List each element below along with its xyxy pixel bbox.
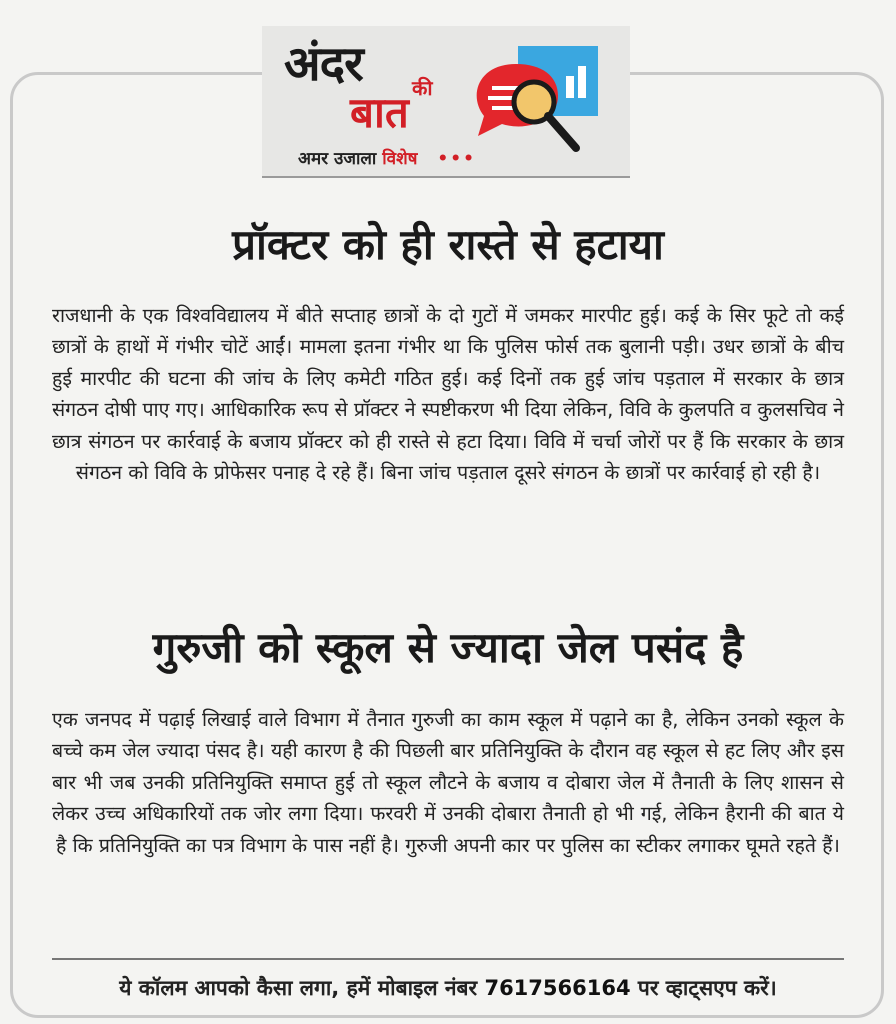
column-logo — [262, 26, 630, 178]
footer-divider — [52, 958, 844, 960]
logo-dots: ••• — [437, 149, 476, 169]
logo-tag-b: विशेष — [382, 149, 418, 169]
footer-note — [0, 974, 896, 1002]
logo-andar: अंदर — [284, 36, 363, 92]
story1-body: राजधानी के एक विश्वविद्यालय में बीते सप्ताह छात्रों के दो गुटों में जमकर मारपीट हुई। कई के सिर फूटे तो कई छात्रों के हाथों में गंभीर चोटें आईं। मामला इतना गंभीर था कि पुलिस फोर्स तक बुलानी पड़ी। उधर छात्रों के बीच हुई मारपीट की घटना की जांच के लिए कमेटी गठित हुई। कई दिनों तक हुई जांच पड़ताल में सरकार के छात्र संगठन दोषी पाए गए। आधिकारिक रूप से प्रॉक्टर ने स्पष्टीकरण भी दिया लेकिन, विवि के कुलपति व कुलसचिव ने छात्र संगठन पर कार्रवाई के बजाय प्रॉक्टर को ही रास्ते से हटा दिया। विवि में चर्चा जोरों पर हैं कि सरकार के छात्र संगठन को विवि के प्रोफेसर पनाह दे रहे हैं। बिना जांच पड़ताल दूसरे संगठन के छात्रों पर कार्रवाई हो रही है। — [52, 304, 844, 485]
footer-text-before: ये कॉलम आपको कैसा लगा, हमें मोबाइल नंबर — [119, 976, 485, 1000]
footer-phone: 7617566164 — [484, 976, 631, 1000]
story1-headline: प्रॉक्टर को ही रास्ते से हटाया — [232, 220, 664, 269]
footer-text-after: पर व्हाट्सएप करें। — [630, 976, 777, 1000]
logo-tag-a: अमर उजाला — [298, 149, 377, 169]
logo-tagline — [298, 146, 476, 169]
logo-baat: बात — [350, 88, 409, 137]
logo-ki: की — [412, 76, 433, 100]
story2-body: एक जनपद में पढ़ाई लिखाई वाले विभाग में तैनात गुरुजी का काम स्कूल में पढ़ाने का है, लेकिन उनको स्कूल के बच्चे कम जेल ज्यादा पंसद है। यही कारण है की पिछली बार प्रतिनियुक्ति के दौरान वह स्कूल से हट लिए और इस बार भी जब उनकी प्रतिनियुक्ति समाप्त हुई तो स्कूल लौटने के बजाय व दोबारा जेल में तैनाती के लिए शासन से लेकर उच्च अधिकारियों तक जोर लगा दिया। फरवरी में उनकी दोबारा तैनाती हो भी गई, लेकिन हैरानी की बात ये है कि प्रतिनियुक्ति का पत्र विभाग के पास नहीं है। गुरुजी अपनी कार पर पुलिस का स्टीकर लगाकर घूमते रहते हैं। — [52, 708, 844, 857]
story2-headline: गुरुजी को स्कूल से ज्यादा जेल पसंद है — [152, 623, 744, 672]
column-frame — [10, 72, 884, 1018]
magnifier-icon — [458, 36, 618, 166]
